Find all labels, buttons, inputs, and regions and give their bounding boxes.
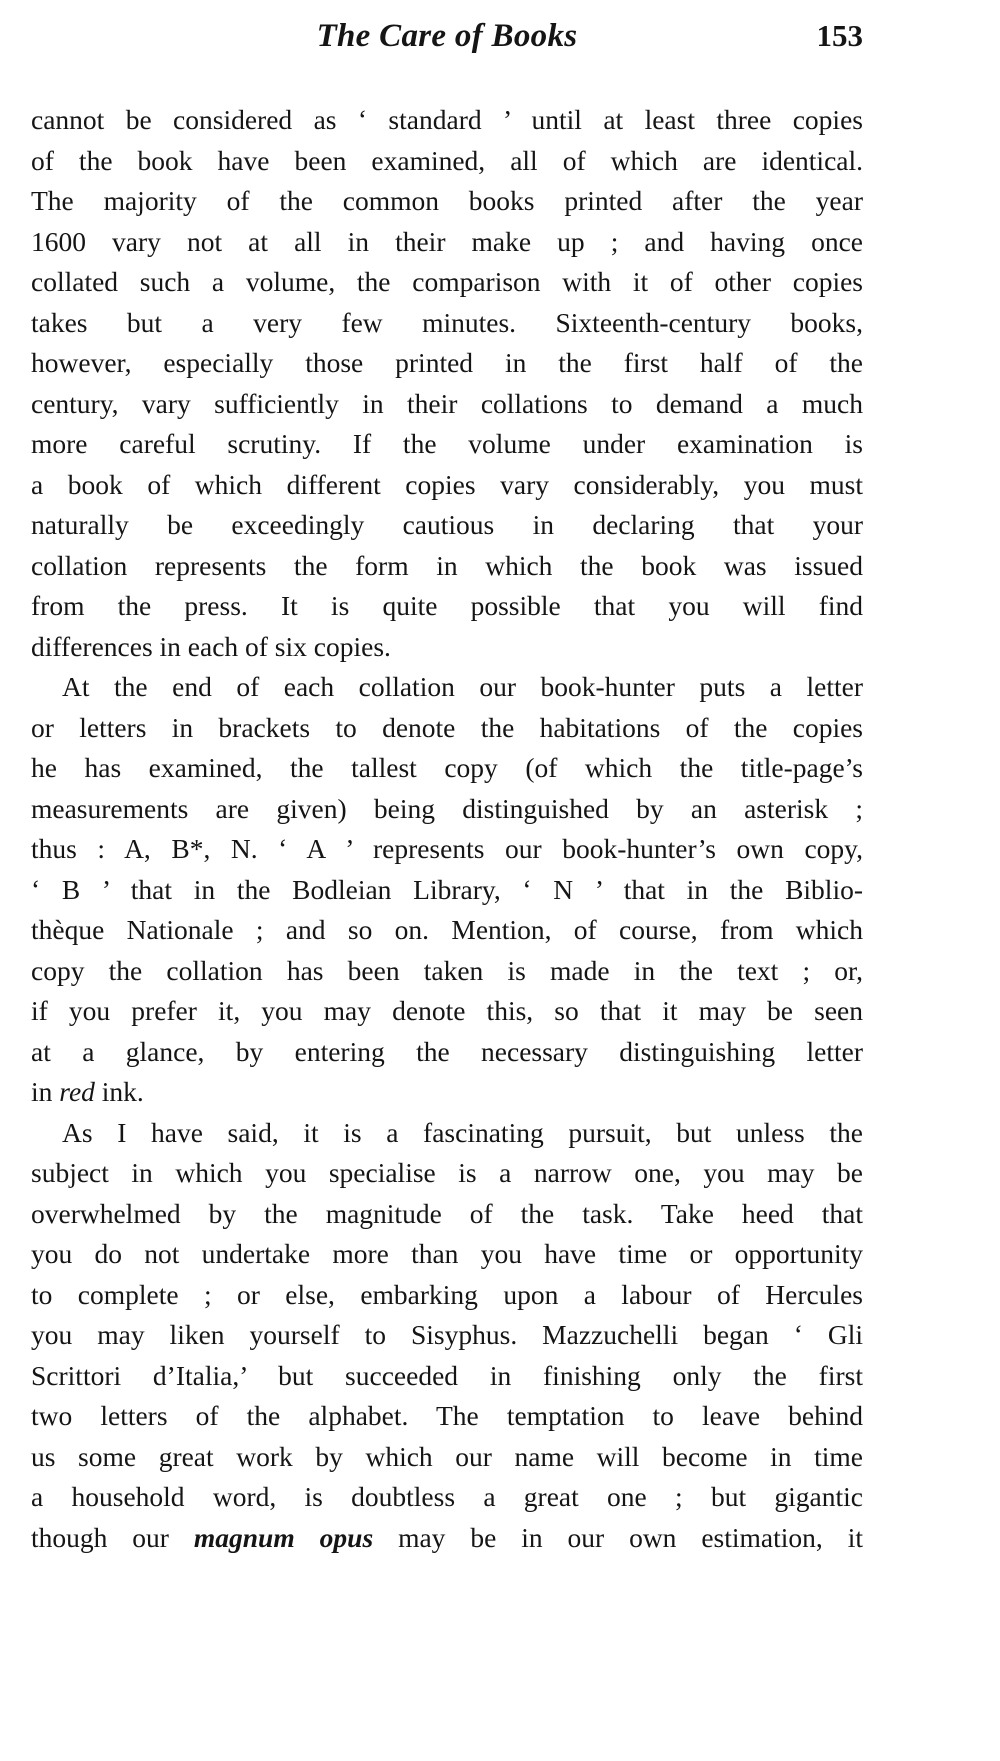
text-line: at a glance, by entering the necessary distinguishing letter (31, 1035, 863, 1067)
running-head (31, 0, 863, 72)
text-line (31, 1072, 863, 1113)
book-page (31, 0, 863, 1558)
text-line: measurements are given) being distinguished by an asterisk ; (31, 792, 863, 824)
text-run: ink. (94, 1076, 144, 1107)
text-line: overwhelmed by the magnitude of the task. Take heed that (31, 1197, 863, 1229)
paragraph-1 (31, 100, 863, 667)
text-line: thèque Nationale ; and so on. Mention, of course, from which (31, 914, 863, 945)
text-line: you may liken yourself to Sisyphus. Mazzuchelli began ‘ Gli (31, 1319, 863, 1350)
text-line: us some great work by which our name will become in time (31, 1440, 863, 1472)
text-line: two letters of the alphabet. The temptation to leave behind (31, 1400, 863, 1431)
text-run: though our (31, 1521, 194, 1553)
text-line: 1600 vary not at all in their make up ; and having once (31, 225, 863, 257)
text-line: cannot be considered as ‘ standard ’ until at least three copies (31, 104, 863, 135)
text-line: more careful scrutiny. If the volume under examination is (31, 428, 863, 459)
body-text (31, 100, 863, 1558)
text-line: collation represents the form in which the book was issued (31, 549, 863, 581)
text-line: As I have said, it is a fascinating pursuit, but unless the (62, 1116, 863, 1148)
text-line: copy the collation has been taken is made in the text ; or, (31, 954, 863, 986)
italic-text: red (59, 1076, 95, 1107)
text-line: century, vary sufficiently in their collations to demand a much (31, 387, 863, 419)
text-line: or letters in brackets to denote the habitations of the copies (31, 711, 863, 743)
text-line: of the book have been examined, all of which are identical. (31, 144, 863, 176)
text-run: in (31, 1076, 60, 1107)
text-line: differences in each of six copies. (31, 630, 391, 662)
text-line: a household word, is doubtless a great one ; but gigantic (31, 1481, 863, 1512)
text-line: if you prefer it, you may denote this, so that it may be seen (31, 995, 863, 1026)
page-number: 153 (816, 18, 863, 53)
italic-text: magnum opus (193, 1521, 374, 1553)
text-line (31, 1518, 863, 1559)
text-line: a book of which different copies vary considerably, you must (31, 468, 863, 500)
text-line: however, especially those printed in the first half of the (31, 347, 863, 378)
text-line: takes but a very few minutes. Sixteenth-century books, (31, 306, 863, 338)
text-line: The majority of the common books printed after the year (31, 185, 863, 216)
text-line: ‘ B ’ that in the Bodleian Library, ‘ N ’ that in the Biblio- (31, 873, 863, 905)
text-line: collated such a volume, the comparison with it of other copies (31, 266, 863, 297)
text-line: naturally be exceedingly cautious in declaring that your (31, 509, 863, 540)
text-line: Scrittori d’Italia,’ but succeeded in finishing only the first (31, 1359, 863, 1391)
text-line: to complete ; or else, embarking upon a labour of Hercules (31, 1278, 863, 1310)
paragraph-3 (31, 1113, 863, 1559)
text-line: subject in which you specialise is a narrow one, you may be (31, 1157, 863, 1188)
text-line: from the press. It is quite possible that you will find (31, 590, 863, 621)
paragraph-2 (31, 667, 863, 1113)
text-line: thus : A, B*, N. ‘ A ’ represents our book-hunter’s own copy, (31, 833, 863, 864)
text-run: may be in our own estimation, it (373, 1521, 863, 1553)
text-line: At the end of each collation our book-hunter puts a letter (62, 671, 863, 702)
text-line: he has examined, the tallest copy (of which the title-page’s (31, 752, 863, 783)
running-title: The Care of Books (316, 18, 578, 54)
text-line: you do not undertake more than you have time or opportunity (31, 1238, 863, 1269)
